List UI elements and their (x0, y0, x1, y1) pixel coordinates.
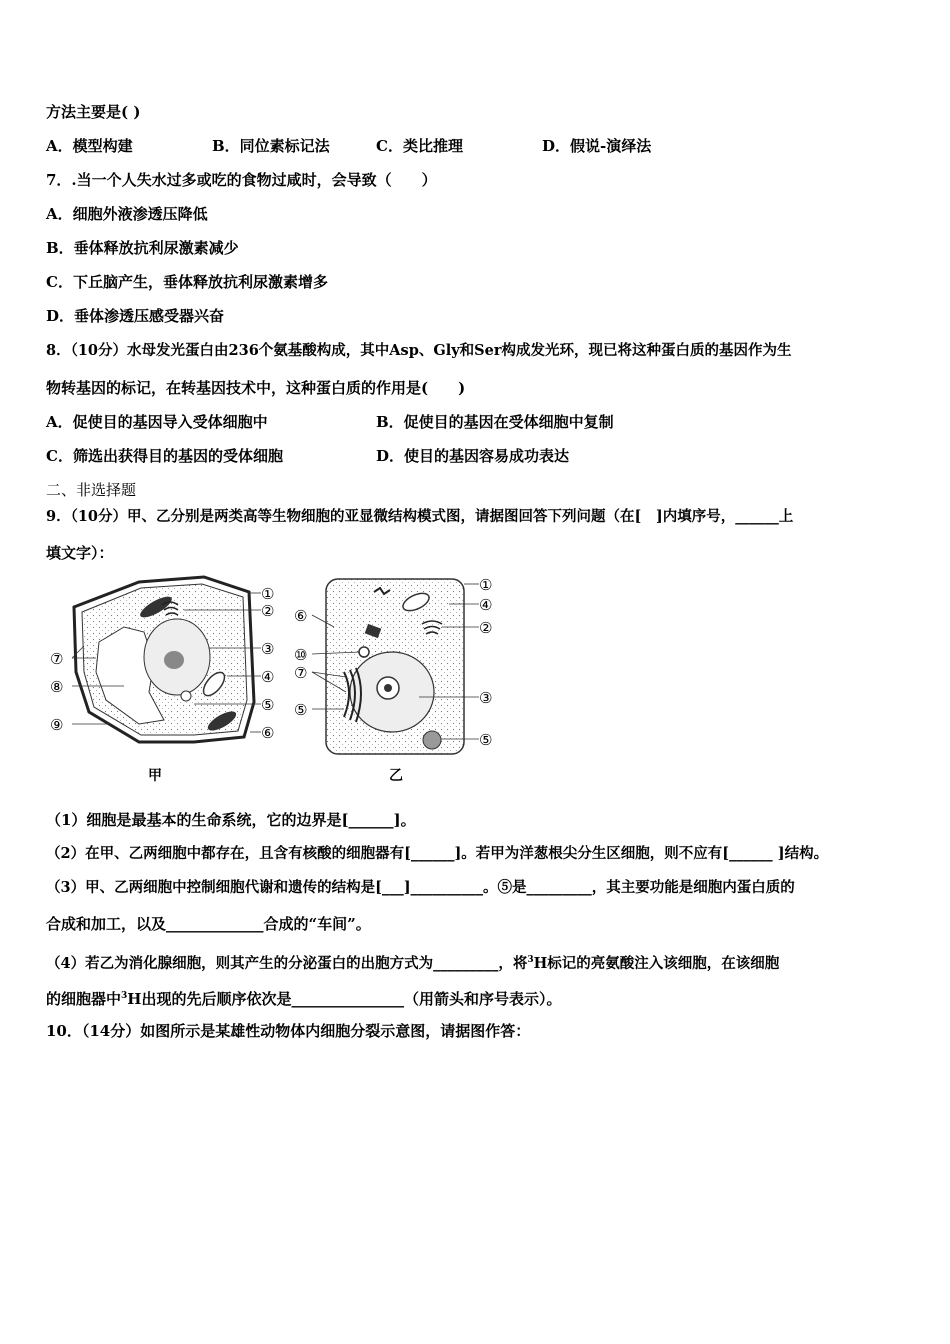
q8-option-a: A．促使目的基因导入受体细胞中 (46, 413, 268, 431)
q9-sub1: （1）细胞是最基本的生命系统，它的边界是[______]。 (46, 811, 416, 829)
q8-stem-line2: 物转基因的标记，在转基因技术中，这种蛋白质的作用是( ) (46, 379, 466, 397)
plant-label-4: ④ (261, 668, 275, 686)
plant-label-5: ⑤ (261, 696, 275, 714)
q6-option-a: A．模型构建 (46, 137, 133, 155)
q8-option-c: C．筛选出获得目的基因的受体细胞 (46, 447, 283, 465)
q7-option-b: B．垂体释放抗利尿激素减少 (46, 239, 239, 257)
plant-label-6: ⑥ (261, 724, 275, 742)
plant-label-3: ③ (261, 640, 275, 658)
q9-sub3-line2: 合成和加工，以及_____________合成的“车间”。 (46, 915, 371, 933)
plant-label-8: ⑧ (50, 678, 64, 696)
plant-label-9: ⑨ (50, 716, 64, 734)
animal-label-1: ① (479, 576, 493, 594)
q8-stem-line1: 8．（10分）水母发光蛋白由236个氨基酸构成，其中Asp、Gly和Ser构成发光环，现已将这种蛋白质的基因作为生 (46, 342, 792, 359)
plant-cell-diagram (50, 577, 274, 742)
animal-label-4: ④ (479, 596, 493, 614)
plant-label-2: ② (261, 602, 275, 620)
animal-label-5-left: ⑤ (294, 701, 308, 719)
plant-label-1: ① (261, 585, 275, 603)
plant-label-7: ⑦ (50, 650, 64, 668)
q9-sub4-line2 (46, 986, 561, 1009)
q7-option-d: D．垂体渗透压感受器兴奋 (46, 307, 225, 325)
q9-sub4-line1-part-a: （4）若乙为消化腺细胞，则其产生的分泌蛋白的出胞方式为_________，将 (46, 954, 528, 972)
section-heading: 二、非选择题 (46, 481, 137, 499)
animal-label-5-right: ⑤ (479, 731, 493, 749)
animal-label-3: ③ (479, 689, 493, 707)
q6-option-d: D．假说-演绎法 (542, 137, 652, 155)
q7-option-a: A．细胞外液渗透压降低 (46, 205, 208, 223)
q9-sub2: （2）在甲、乙两细胞中都存在，且含有核酸的细胞器有[______]。若甲为洋葱根尖分生区细胞，则不应有[______ ]结构。 (46, 845, 829, 862)
cell-diagrams-figure (44, 572, 514, 787)
q6-option-c: C．类比推理 (376, 137, 463, 155)
q9-sub4-line1 (46, 950, 779, 974)
q6-option-b: B．同位素标记法 (212, 137, 330, 155)
q9-sub4-line2-sup: 3 (121, 991, 128, 1001)
animal-label-10: ⑩ (294, 646, 308, 664)
q7-option-c: C．下丘脑产生，垂体释放抗利尿激素增多 (46, 273, 328, 291)
q9-stem-line2: 填文字）： (46, 544, 114, 562)
q9-sub4-line2-part-b: H出现的先后顺序依次是_______________（用箭头和序号表示）。 (127, 990, 562, 1008)
animal-cell-diagram (294, 576, 492, 754)
figure-caption-yi: 乙 (389, 768, 403, 784)
q9-sub4-line1-part-b: H标记的亮氨酸注入该细胞，在该细胞 (533, 954, 780, 972)
animal-label-2: ② (479, 619, 493, 637)
q8-option-b: B．促使目的基因在受体细胞中复制 (376, 413, 614, 431)
q8-option-d: D．使目的基因容易成功表达 (376, 447, 570, 465)
q9-sub4-line2-part-a: 的细胞器中 (46, 990, 122, 1008)
q7-stem: 7．.当一个人失水过多或吃的食物过咸时，会导致（ ） (46, 171, 437, 189)
q9-sub3-line1: （3）甲、乙两细胞中控制细胞代谢和遗传的结构是[___]__________。⑤是_________，其主要功能是细胞内蛋白质的 (46, 879, 795, 896)
figure-caption-jia: 甲 (148, 768, 162, 784)
animal-label-7: ⑦ (294, 664, 308, 682)
q9-sub4-line1-sup: 3 (527, 955, 534, 965)
q10-stem: 10．（14分）如图所示是某雄性动物体内细胞分裂示意图，请据图作答： (46, 1022, 531, 1040)
q6-stem-tail: 方法主要是( ) (46, 103, 141, 121)
animal-label-6: ⑥ (294, 607, 308, 625)
q9-stem-line1: 9．（10分）甲、乙分别是两类高等生物细胞的亚显微结构模式图，请据图回答下列问题（在[ ]内填序号，______上 (46, 508, 794, 525)
cell-diagrams-svg (44, 572, 514, 787)
